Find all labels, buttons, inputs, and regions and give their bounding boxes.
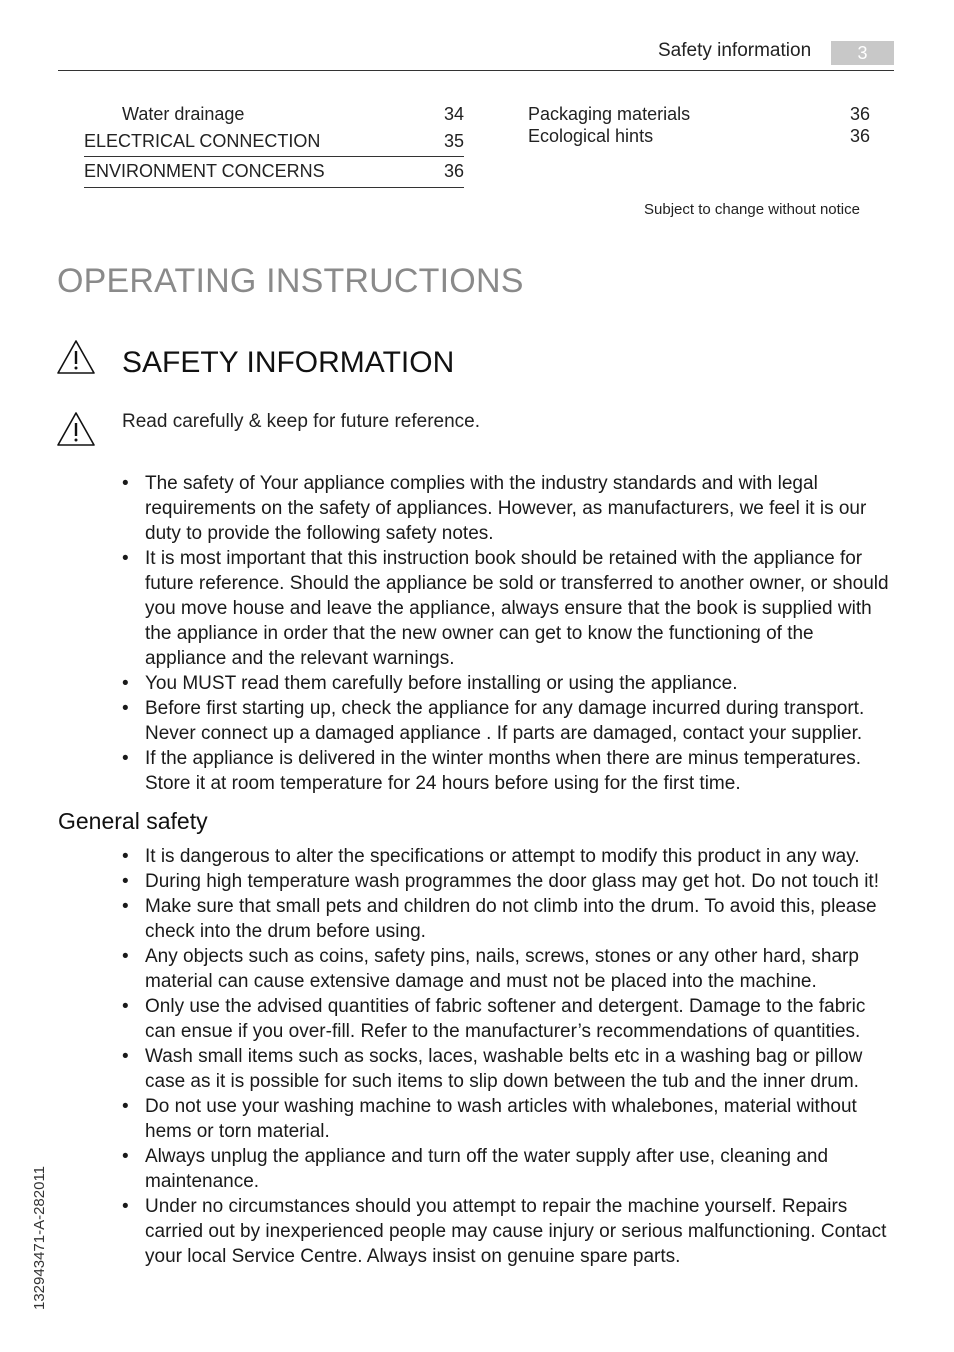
bullet-text: Under no circumstances should you attempt to repair the machine yourself. Repairs carried out by inexperienced people may cause injury or serious malfunctioning. Contact your local Service Centre. Always insist on genuine spare parts. [145, 1196, 887, 1267]
bullet-icon: • [122, 946, 129, 967]
list-item [122, 746, 897, 796]
document-code: 132943471-A-282011 [31, 1165, 48, 1310]
bullet-icon: • [122, 846, 129, 867]
bullet-text: During high temperature wash programmes the door glass may get hot. Do not touch it! [145, 871, 879, 892]
bullet-icon: • [122, 698, 129, 719]
list-item [122, 671, 897, 696]
toc-entry-label: Ecological hints [528, 126, 654, 146]
list-item [122, 869, 897, 894]
bullet-icon: • [122, 473, 129, 494]
page-number-badge: 3 [831, 41, 894, 65]
list-item [122, 471, 897, 546]
bullet-icon: • [122, 1046, 129, 1067]
bullet-text: Before first starting up, check the appliance for any damage incurred during transport. Never connect up a damaged appliance . If parts are damaged, contact your supplier. [145, 698, 865, 744]
toc-divider [84, 187, 464, 188]
bullet-text: Any objects such as coins, safety pins, nails, screws, stones or any other hard, sharp material can cause extensive damage and must not be placed into the machine. [145, 946, 859, 992]
bullet-text: Make sure that small pets and children do not climb into the drum. To avoid this, please check into the drum before using. [145, 896, 877, 942]
bullet-icon: • [122, 673, 129, 694]
list-item [122, 894, 897, 944]
header-divider [58, 70, 894, 71]
bullet-text: Wash small items such as socks, laces, washable belts etc in a washing bag or pillow case as it is possible for such items to slip down between the tub and the inner drum. [145, 1046, 863, 1092]
toc-entry-page: 34 [443, 104, 464, 124]
toc-divider [84, 156, 464, 157]
list-item [122, 696, 897, 746]
list-item [122, 1094, 897, 1144]
bullet-text: It is most important that this instruction book should be retained with the appliance for future reference. Should the appliance be sold or transferred to another owner, or should you move house and leave the appliance, always ensure that the book is supplied with the appliance in order that the new owner can get to know the functioning of the appliance and the relevant warnings. [145, 548, 889, 669]
section-title-general-safety: General safety [58, 808, 208, 834]
bullet-icon: • [122, 748, 129, 769]
warning-icon [56, 411, 96, 447]
list-item [122, 1144, 897, 1194]
read-carefully-note: Read carefully & keep for future reference. [122, 411, 481, 432]
list-item [122, 546, 897, 671]
toc-entry-label: Water drainage [122, 104, 245, 124]
bullet-icon: • [122, 896, 129, 917]
toc-entry-label: Packaging materials [528, 104, 691, 124]
safety-bullet-list [122, 471, 897, 796]
general-safety-bullet-list [122, 844, 897, 1269]
list-item [122, 844, 897, 869]
subject-to-change-note: Subject to change without notice [644, 201, 860, 218]
bullet-text: Only use the advised quantities of fabric softener and detergent. Damage to the fabric can ensue if you over-fill. Refer to the manufacturer’s recommendations of quantities. [145, 996, 866, 1042]
warning-icon [56, 339, 96, 375]
bullet-icon: • [122, 996, 129, 1017]
toc-entry-label: ENVIRONMENT CONCERNS [84, 161, 325, 181]
toc-entry-label: ELECTRICAL CONNECTION [84, 131, 321, 151]
bullet-text: It is dangerous to alter the specifications or attempt to modify this product in any way. [145, 846, 860, 867]
bullet-text: You MUST read them carefully before installing or using the appliance. [145, 673, 738, 694]
running-header-section: Safety information [658, 40, 812, 61]
bullet-text: The safety of Your appliance complies with the industry standards and with legal requirements on the safety of appliances. However, as manufacturers, we feel it is our duty to provide the following safety notes. [145, 473, 867, 544]
list-item [122, 1194, 897, 1269]
section-title-safety-information: SAFETY INFORMATION [122, 346, 455, 379]
toc-entry-page: 36 [849, 104, 870, 124]
list-item [122, 1044, 897, 1094]
toc-entry-page: 36 [443, 161, 464, 181]
bullet-text: Always unplug the appliance and turn off the water supply after use, cleaning and maintenance. [145, 1146, 829, 1192]
bullet-text: Do not use your washing machine to wash articles with whalebones, material without hems or torn material. [145, 1096, 857, 1142]
toc-entry-page: 35 [443, 131, 464, 151]
bullet-icon: • [122, 548, 129, 569]
bullet-icon: • [122, 1196, 129, 1217]
bullet-icon: • [122, 1096, 129, 1117]
list-item [122, 994, 897, 1044]
bullet-text: If the appliance is delivered in the winter months when there are minus temperatures. Store it at room temperature for 24 hours before using for the first time. [145, 748, 862, 794]
bullet-icon: • [122, 1146, 129, 1167]
toc-entry-page: 36 [849, 126, 870, 146]
bullet-icon: • [122, 871, 129, 892]
page-title: OPERATING INSTRUCTIONS [57, 262, 524, 300]
list-item [122, 944, 897, 994]
